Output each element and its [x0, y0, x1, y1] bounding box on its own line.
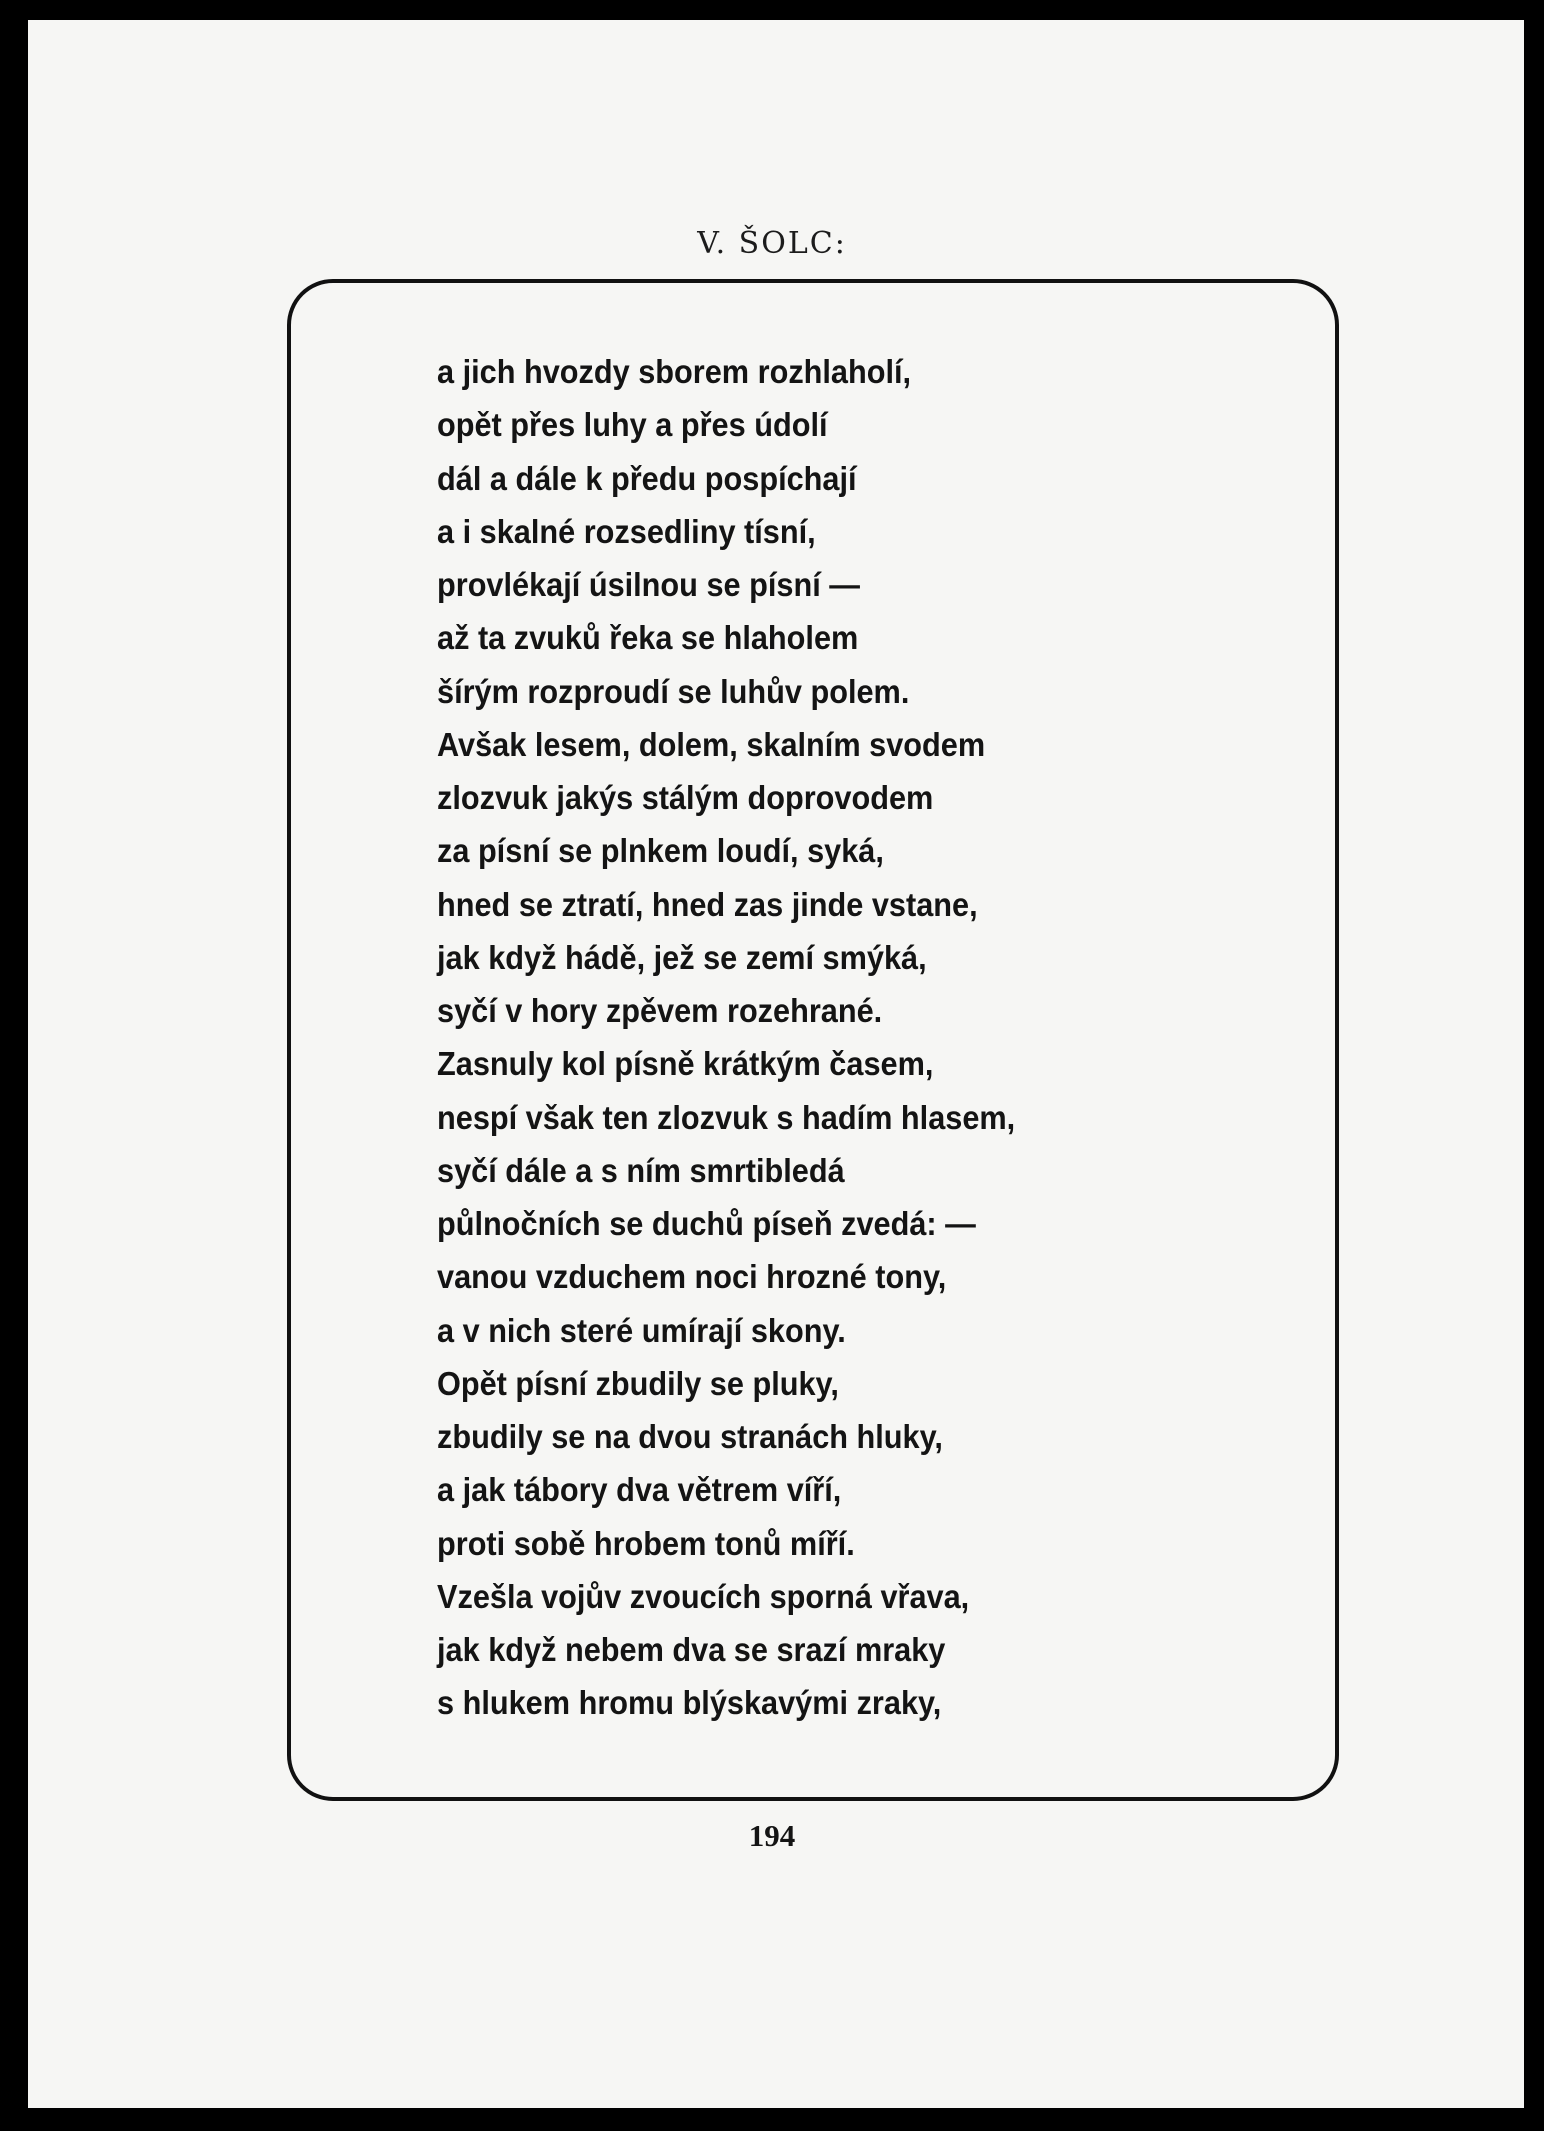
poem-line: Zasnuly kol písně krátkým časem,: [437, 1045, 934, 1083]
poem-line: jak když hádě, jež se zemí smýká,: [437, 938, 927, 976]
poem-line: s hlukem hromu blýskavými zraky,: [437, 1684, 942, 1722]
poem-line: za písní se plnkem loudí, syká,: [437, 832, 884, 870]
poem-line: půlnočních se duchů píseň zvedá: —: [437, 1205, 976, 1242]
page-number: 194: [748, 1818, 796, 1853]
poem-line: a i skalné rozsedliny tísní,: [437, 512, 816, 550]
poem-line: dál a dále k předu pospíchají: [437, 459, 857, 497]
poem-line: Vzešla vojův zvoucích sporná vřava,: [437, 1577, 970, 1615]
poem-line: hned se ztratí, hned zas jinde vstane,: [437, 885, 978, 923]
poem-line: proti sobě hrobem tonů míří.: [437, 1524, 855, 1562]
running-head: V. ŠOLC:: [697, 226, 847, 261]
poem-line: šírým rozproudí se luhův polem.: [437, 672, 910, 710]
poem-line: až ta zvuků řeka se hlaholem: [437, 619, 859, 657]
poem-line: jak když nebem dva se srazí mraky: [437, 1631, 946, 1668]
poem-text: [437, 345, 1059, 1730]
poem-line: syčí dále a s ním smrtibledá: [437, 1151, 845, 1189]
poem-line: syčí v hory zpěvem rozehrané.: [437, 992, 883, 1029]
poem-line: Opět písní zbudily se pluky,: [437, 1364, 839, 1402]
poem-line: zlozvuk jakýs stálým doprovodem: [437, 779, 934, 816]
poem-line: zbudily se na dvou stranách hluky,: [437, 1418, 943, 1455]
poem-line: a jak tábory dva větrem víří,: [437, 1471, 842, 1509]
poem-line: a v nich steré umírají skony.: [437, 1311, 846, 1349]
poem-line: nespí však ten zlozvuk s hadím hlasem,: [437, 1098, 1016, 1136]
poem-line: Avšak lesem, dolem, skalním svodem: [437, 725, 986, 763]
poem-line: opět přes luhy a přes údolí: [437, 406, 828, 444]
poem-line: vanou vzduchem noci hrozné tony,: [437, 1258, 947, 1296]
poem-line: a jich hvozdy sborem rozhlaholí,: [437, 353, 912, 390]
poem-line: provlékají úsilnou se písní —: [437, 566, 860, 603]
